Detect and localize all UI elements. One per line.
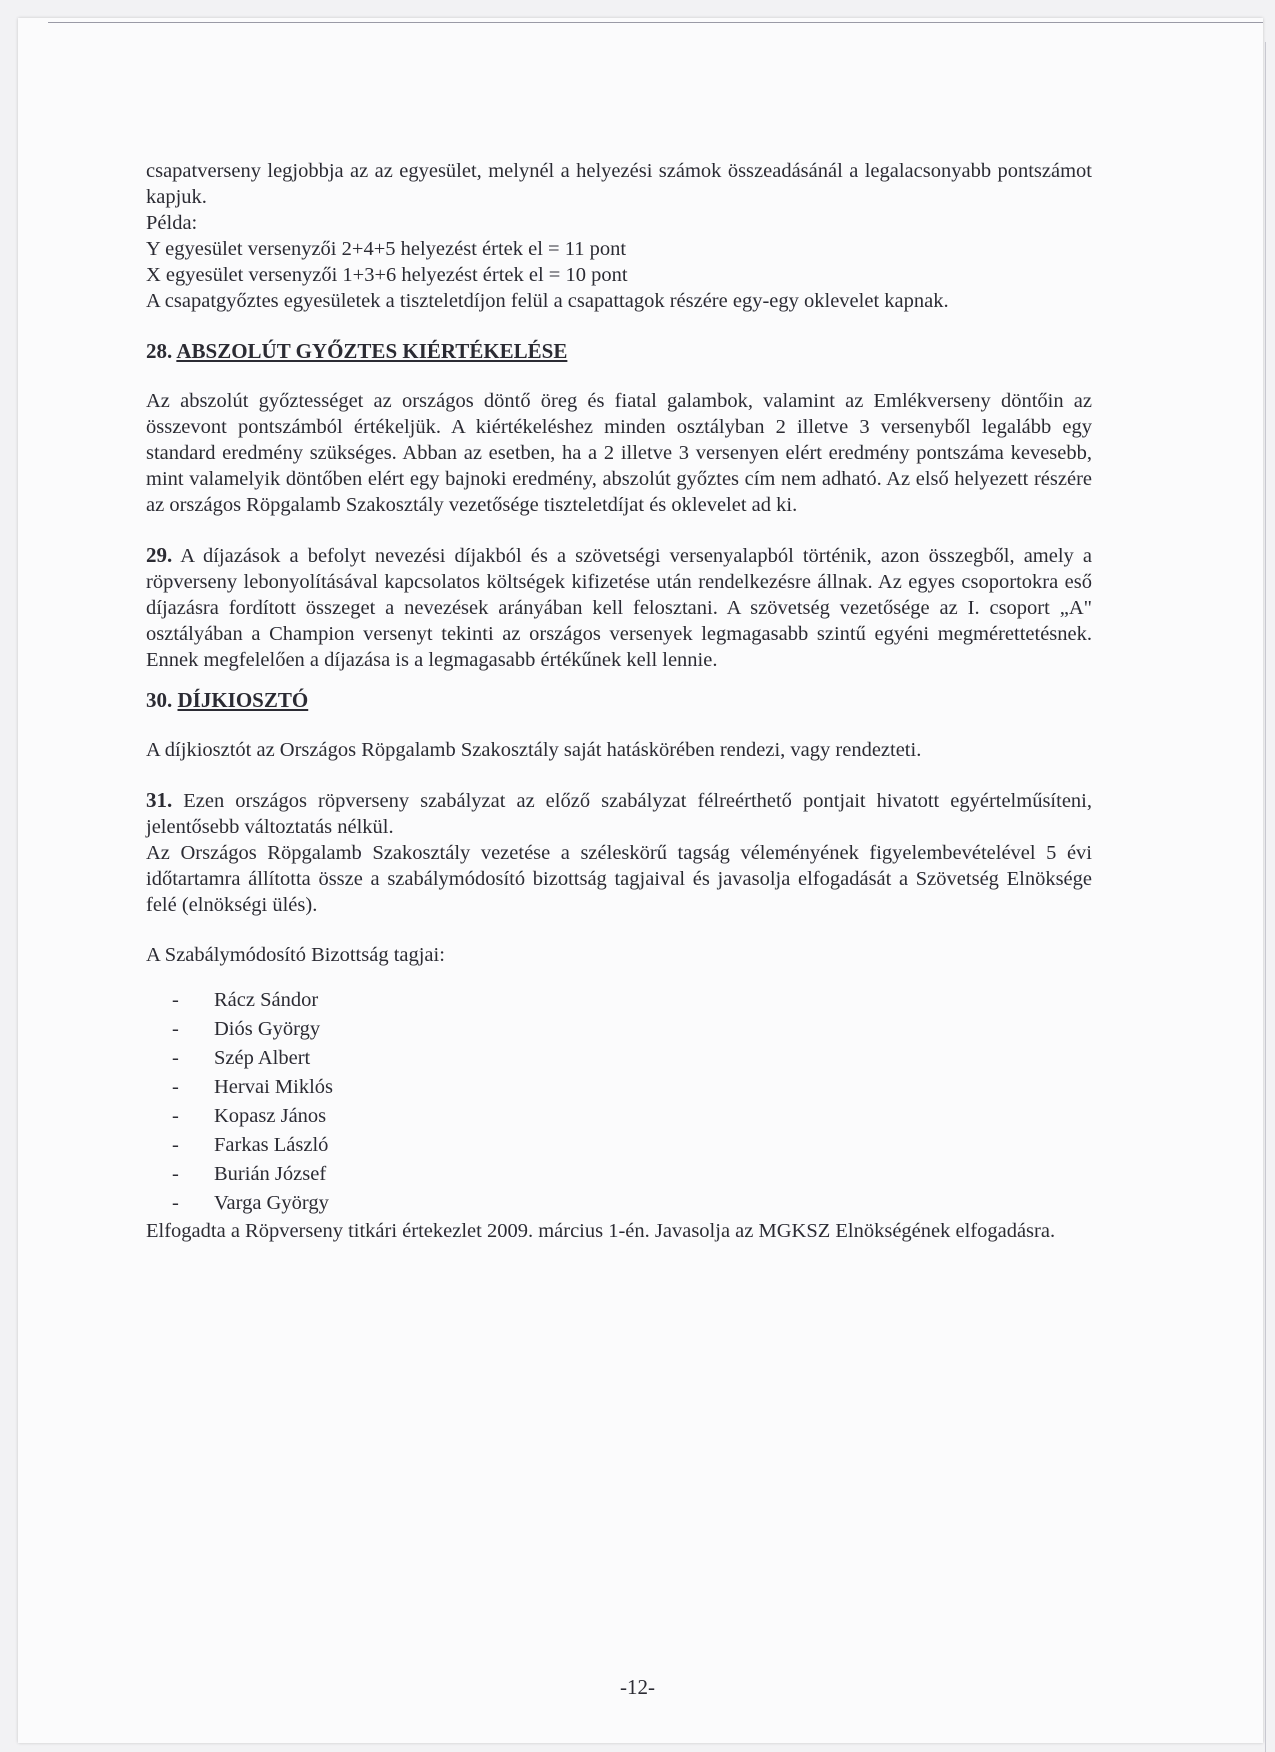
page-number: -12- <box>620 1675 655 1699</box>
committee-members <box>172 986 1092 1218</box>
committee-member: - Rácz Sándor <box>172 989 319 1011</box>
document-body <box>146 158 1092 1244</box>
section-28-heading <box>146 338 1092 364</box>
committee-label: A Szabálymódosító Bizottság tagjai: <box>146 944 445 966</box>
section-29-text: A díjazások a befolyt nevezési díjakból és a szövetségi versenyalapból történik, azon összegből, amely a röpverseny lebonyolításával kapcsolatos költségek kifizetése után rendelkezésre állnak. Az egyes csoportokra eső díjazásra fordított összeget a nevezések arányában kell felosztani. A szövetség vezetősége az I. csoport „A" osztályában a Champion versenyt tekinti az országos versenyek legmagasabb szintű egyéni megmérettetésnek. Ennek megfelelően a díjazása is a legmagasabb értékűnek kell lennie. <box>146 545 1092 671</box>
section-31-paragraph <box>146 787 1092 840</box>
committee-member: - Varga György <box>172 1192 329 1214</box>
example-line-y: Y egyesület versenyzői 2+4+5 helyezést értek el = 11 pont <box>146 238 627 260</box>
example-label: Példa: <box>146 212 198 234</box>
committee-member: - Burián József <box>172 1163 327 1185</box>
section-31-text: Ezen országos röpverseny szabályzat az előző szabályzat félreérthető pontjait hivatott egyértelműsíteni, jelentősebb változtatás nélkül. <box>146 790 1092 838</box>
committee-member: - Hervai Miklós <box>172 1076 333 1098</box>
section-28-title: ABSZOLÚT GYŐZTES KIÉRTÉKELÉSE <box>176 339 568 363</box>
section-29-paragraph <box>146 542 1092 673</box>
page-right-edge <box>1265 42 1266 1752</box>
committee-member: - Kopasz János <box>172 1105 327 1127</box>
committee-member: - Diós György <box>172 1018 321 1040</box>
section-30-heading <box>146 687 1092 713</box>
section-31-text-2: Az Országos Röpgalamb Szakosztály vezetése a széleskörű tagság véleményének figyelembevételével 5 évi időtartamra állította össze a szabálymódosító bizottság tagjaival és javasolja elfogadását a Szövetség Elnöksége felé (elnökségi ülés). <box>146 842 1092 916</box>
section-28-number: 28. <box>146 339 173 363</box>
example-line-x: X egyesület versenyzői 1+3+6 helyezést értek el = 10 pont <box>146 264 628 286</box>
section-29-number: 29. <box>146 543 173 567</box>
section-31-number: 31. <box>146 788 173 812</box>
closing-paragraph: Elfogadta a Röpverseny titkári értekezlet 2009. március 1-én. Javasolja az MGKSZ Elnökségének elfogadásra. <box>146 1220 1056 1242</box>
section-30-number: 30. <box>146 688 173 712</box>
team-award-paragraph: A csapatgyőztes egyesületek a tiszteletdíjon felül a csapattagok részére egy-egy oklevelet kapnak. <box>146 290 949 312</box>
section-30-text: A díjkiosztót az Országos Röpgalamb Szakosztály saját hatáskörében rendezi, vagy rendezteti. <box>146 739 922 761</box>
intro-paragraph: csapatverseny legjobbja az az egyesület, melynél a helyezési számok összeadásánál a legalacsonyabb pontszámot kapjuk. <box>146 160 1092 208</box>
committee-member: - Farkas László <box>172 1134 329 1156</box>
committee-member: - Szép Albert <box>172 1047 311 1069</box>
section-30-title: DÍJKIOSZTÓ <box>177 688 309 712</box>
page-top-edge <box>48 22 1263 23</box>
section-28-text: Az abszolút győztességet az országos döntő öreg és fiatal galambok, valamint az Emlékverseny döntőin az összevont pontszámból értékeljük. A kiértékeléshez minden osztályban 2 illetve 3 versenyből legalább egy standard eredmény szükséges. Abban az esetben, ha a 2 illetve 3 versenyen elért eredmény pontszáma kevesebb, mint valamelyik döntőben elért egy bajnoki eredmény, abszolút győztes cím nem adható. Az első helyezett részére az országos Röpgalamb Szakosztály vezetősége tiszteletdíjat és oklevelet ad ki. <box>146 390 1092 516</box>
